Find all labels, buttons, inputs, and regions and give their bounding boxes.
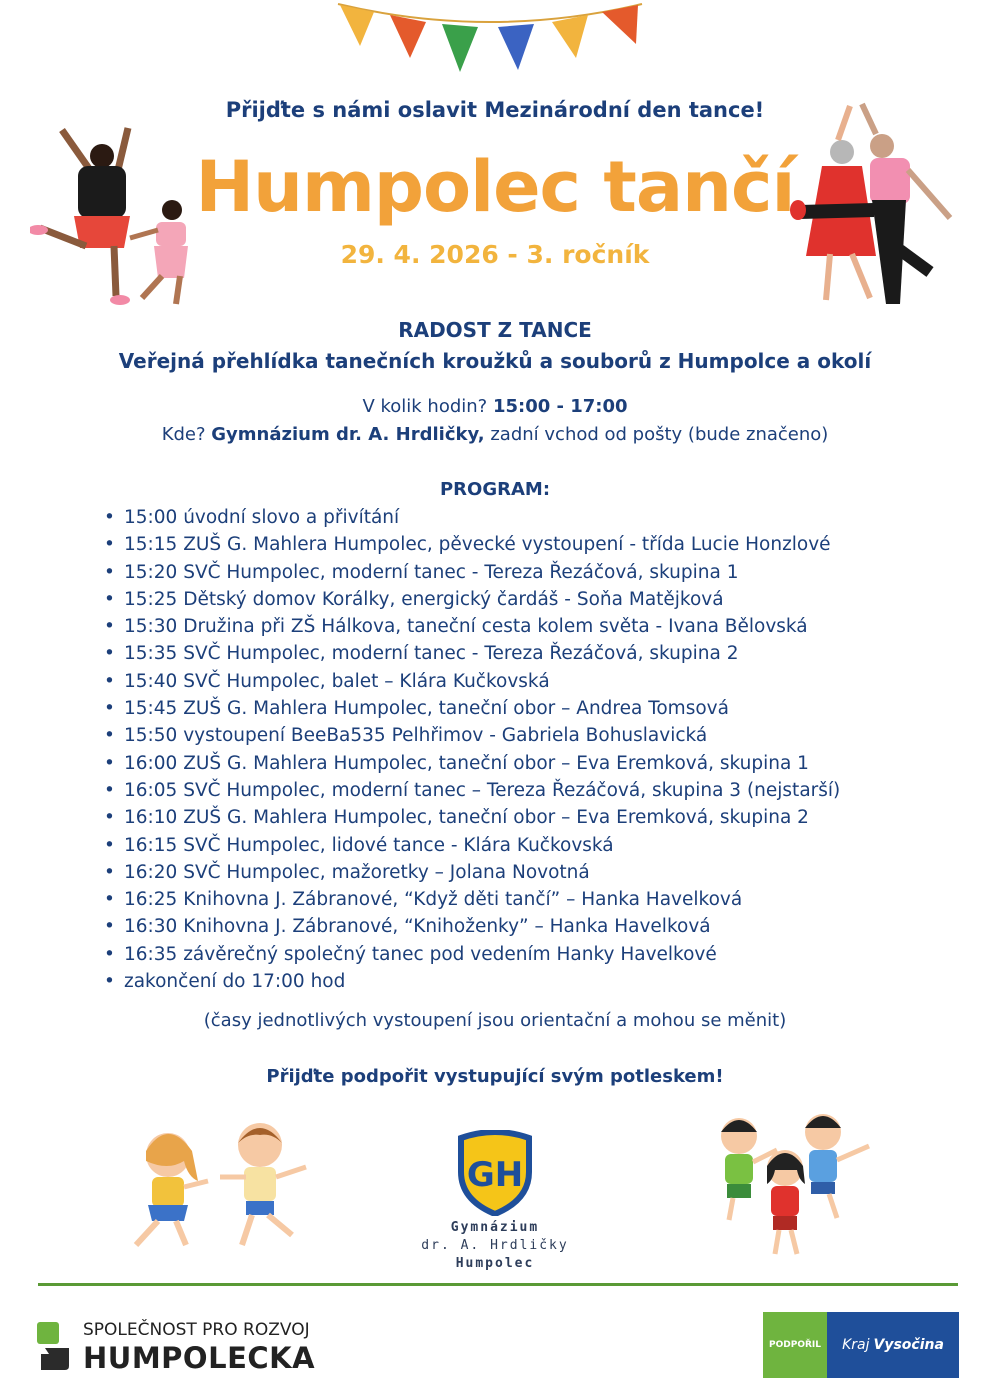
gym-name-line3: Humpolec [455,1256,535,1271]
program-heading: PROGRAM: [439,479,551,500]
kids-group-icon [705,1110,875,1260]
gym-name-line2: dr. A. Hrdličky [421,1238,569,1253]
place-value: Gymnázium dr. A. Hrdličky, [211,424,485,445]
support-message: Přijďte podpořit vystupující svým potleskem! [266,1066,724,1087]
section-heading: RADOST Z TANCE [398,318,592,342]
footer-divider [38,1283,958,1286]
bunting-icon [330,0,650,80]
spr-logo-icon [37,1322,73,1370]
program-note: (časy jednotlivých vystoupení jsou orientační a mohou se měnit) [203,1010,787,1031]
program-item: • 15:40 SVČ Humpolec, balet – Klára Kučkovská [104,668,840,695]
time-info [0,396,990,417]
program-list [104,504,840,995]
program-item: • 15:45 ZUŠ G. Mahlera Humpolec, taneční obor – Andrea Tomsová [104,695,840,722]
gym-letters: GH [466,1155,524,1195]
program-item: • 16:30 Knihovna J. Zábranové, “Knihoženky” – Hanka Havelková [104,913,840,940]
program-item: • 16:35 závěrečný společný tanec pod vedením Hanky Havelkové [104,941,840,968]
program-item: • 16:10 ZUŠ G. Mahlera Humpolec, taneční obor – Eva Eremková, skupina 2 [104,804,840,831]
kraj-vysocina-logo [763,1312,959,1378]
spr-name-line1: SPOLEČNOST PRO ROZVOJ [83,1320,310,1340]
kraj-name-part1: Kraj [842,1337,870,1353]
event-title: Humpolec tančí [195,146,795,228]
kraj-name-part2: Vysočina [873,1337,944,1353]
program-item: • zakončení do 17:00 hod [104,968,840,995]
program-item: • 15:50 vystoupení BeeBa535 Pelhřimov - Gabriela Bohuslavická [104,722,840,749]
program-item: • 15:20 SVČ Humpolec, moderní tanec - Tereza Řezáčová, skupina 1 [104,559,840,586]
program-item: • 15:35 SVČ Humpolec, moderní tanec - Tereza Řezáčová, skupina 2 [104,640,840,667]
gymnazium-shield-icon [455,1130,535,1216]
program-item: • 16:00 ZUŠ G. Mahlera Humpolec, taneční obor – Eva Eremková, skupina 1 [104,750,840,777]
kraj-support-label: PODPOŘIL [763,1312,827,1378]
kraj-name [827,1312,959,1378]
program-item: • 15:00 úvodní slovo a přivítání [104,504,840,531]
spr-name-line2: HUMPOLECKA [83,1341,316,1375]
event-date: 29. 4. 2026 - 3. ročník [340,240,650,269]
place-rest: zadní vchod od pošty (bude značeno) [484,424,829,445]
kids-dancing-icon [110,1115,320,1260]
invite-heading: Přijďte s námi oslavit Mezinárodní den tance! [225,98,765,122]
program-item: • 16:20 SVČ Humpolec, mažoretky – Jolana Novotná [104,859,840,886]
gym-name-line1: Gymnázium [450,1220,540,1235]
program-item: • 16:15 SVČ Humpolec, lidové tance - Klára Kučkovská [104,832,840,859]
program-item: • 16:05 SVČ Humpolec, moderní tanec – Tereza Řezáčová, skupina 3 (nejstarší) [104,777,840,804]
time-value: 15:00 - 17:00 [492,396,628,417]
event-subtitle: Veřejná přehlídka tanečních kroužků a souborů z Humpolce a okolí [118,349,872,373]
place-label: Kde? [161,424,212,445]
program-item: • 15:30 Družina při ZŠ Hálkova, taneční cesta kolem světa - Ivana Bělovská [104,613,840,640]
program-item: • 16:25 Knihovna J. Zábranové, “Když děti tančí” – Hanka Havelková [104,886,840,913]
place-info [0,424,990,445]
program-item: • 15:25 Dětský domov Korálky, energický čardáš - Soňa Matějková [104,586,840,613]
program-item: • 15:15 ZUŠ G. Mahlera Humpolec, pěvecké vystoupení - třída Lucie Honzlové [104,531,840,558]
time-label: V kolik hodin? [362,396,493,417]
